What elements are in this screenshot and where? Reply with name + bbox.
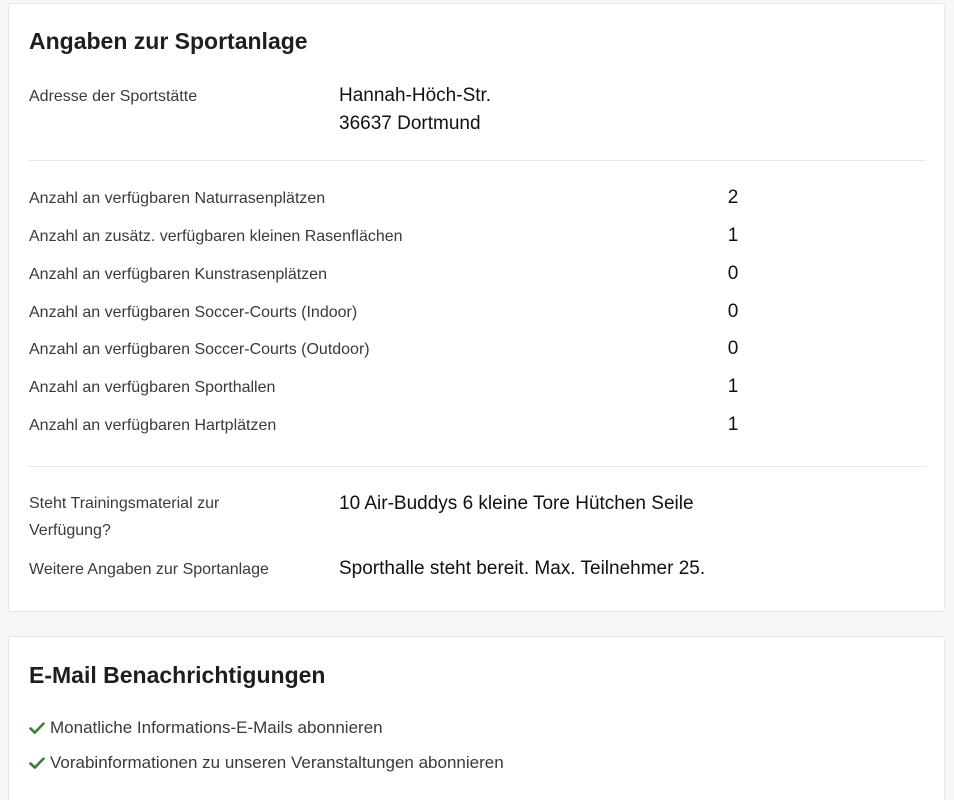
count-value-rasenflaechen: 1 [727,225,739,246]
count-value-sporthallen: 1 [727,376,739,397]
option-label: Monatliche Informations-E-Mails abonnieren [50,718,383,737]
option-label: Vorabinformationen zu unseren Veranstaltungen abonnieren [50,753,504,772]
option-monthly-newsletter [29,716,383,740]
training-label [29,490,219,544]
sportanlage-card [8,3,945,612]
check-icon [29,720,45,736]
extra-label: Weitere Angaben zur Sportanlage [29,561,269,578]
training-value: 10 Air-Buddys 6 kleine Tore Hütchen Seile [339,493,694,514]
count-value-soccer-indoor: 0 [727,301,739,322]
count-label-sporthallen: Anzahl an verfügbaren Sporthallen [29,379,276,396]
count-value-hartplaetze: 1 [727,414,739,435]
count-label-rasenflaechen: Anzahl an zusätz. verfügbaren kleinen Rasenflächen [29,228,403,245]
sportanlage-title: Angaben zur Sportanlage [29,28,308,54]
training-label-line1: Steht Trainingsmaterial zur [29,495,220,512]
count-label-naturrasen: Anzahl an verfügbaren Naturrasenplätzen [29,190,326,207]
count-value-naturrasen: 2 [727,187,739,208]
count-label-soccer-indoor: Anzahl an verfügbaren Soccer-Courts (Indoor) [29,304,358,321]
divider [28,160,926,161]
training-label-line2: Verfügung? [29,522,111,539]
check-icon [29,755,45,771]
count-label-hartplaetze: Anzahl an verfügbaren Hartplätzen [29,417,277,434]
count-value-soccer-outdoor: 0 [727,338,739,359]
count-label-kunstrasen: Anzahl an verfügbaren Kunstrasenplätzen [29,266,327,283]
count-value-kunstrasen: 0 [727,263,739,284]
address-street: Hannah-Höch-Str. [339,85,492,106]
email-card [8,636,945,800]
divider [28,466,926,467]
address-label: Adresse der Sportstätte [29,88,198,105]
option-event-preinfo [29,751,504,775]
count-label-soccer-outdoor: Anzahl an verfügbaren Soccer-Courts (Outdoor) [29,341,370,358]
address-value [339,82,491,138]
email-title: E-Mail Benachrichtigungen [29,662,326,688]
extra-value: Sporthalle steht bereit. Max. Teilnehmer 25. [339,558,706,579]
address-city: 36637 Dortmund [339,113,481,134]
